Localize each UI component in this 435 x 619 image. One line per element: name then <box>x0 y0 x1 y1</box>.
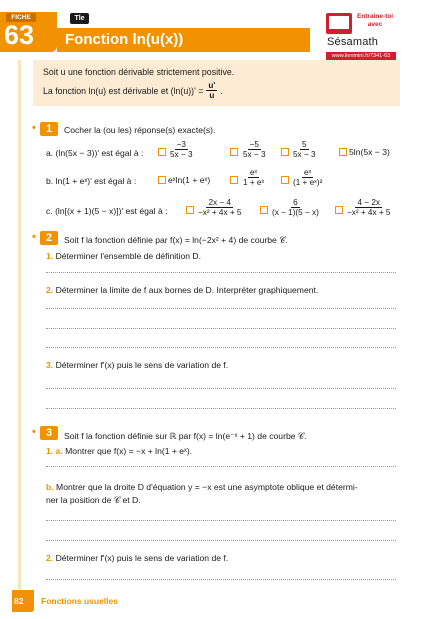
q2-text: Déterminer la limite de f aux bornes de D. Interpréter graphiquement. <box>55 285 319 295</box>
q2-number: 2. <box>46 553 54 563</box>
intro-formula-suffix: . <box>220 85 223 96</box>
answer-c1-num: 2x − 4 <box>208 198 231 207</box>
answer-c2-den: (x − 1)(5 − x) <box>272 208 319 217</box>
answer-line[interactable] <box>46 408 396 409</box>
answer-line[interactable] <box>46 540 396 541</box>
answer-a4: 5ln(5x − 3) <box>349 147 390 157</box>
answer-b1: eˣln(1 + eˣ) <box>168 175 211 185</box>
exercise-1-instruction: Cocher la (ou les) réponse(s) exacte(s). <box>64 125 216 135</box>
answer-b2-den: 1 + eˣ <box>243 178 265 187</box>
answer-a1-checkbox[interactable] <box>158 148 166 156</box>
answer-b2-checkbox[interactable] <box>230 176 238 184</box>
answer-b3 <box>291 168 324 187</box>
answer-a4-checkbox[interactable] <box>339 148 347 156</box>
q1b-text-line1: Montrer que la droite D d'équation y = −x est une asymptote oblique et détermi- <box>56 482 358 492</box>
answer-line[interactable] <box>46 347 396 348</box>
answer-b1-checkbox[interactable] <box>158 176 166 184</box>
answer-c3 <box>345 198 392 217</box>
answer-a3-checkbox[interactable] <box>281 148 289 156</box>
answer-a2-den: 5x − 3 <box>243 150 266 159</box>
exercise-1-number: 1 <box>40 122 58 136</box>
answer-c2 <box>270 198 321 217</box>
answer-b3-checkbox[interactable] <box>281 176 289 184</box>
answer-c2-num: 6 <box>293 198 298 207</box>
q1b-text-line2: ner la position de 𝒞 et D. <box>46 495 141 505</box>
answer-b2 <box>241 168 266 187</box>
answer-c2-checkbox[interactable] <box>260 206 268 214</box>
question-c-label: c. (ln[(x + 1)(5 − x)])' est égal à : <box>46 206 168 216</box>
question-a-label: a. (ln(5x − 3))' est égal à : <box>46 148 144 158</box>
exercise-3-q2 <box>46 553 228 563</box>
intro-formula-prefix: La fonction ln(u) est dérivable et (ln(u))' = <box>43 85 204 96</box>
answer-line[interactable] <box>46 466 396 467</box>
answer-a3-den: 5x − 3 <box>293 150 316 159</box>
intro-line-1: Soit u une fonction dérivable strictement positive. <box>43 67 235 77</box>
answer-c1-checkbox[interactable] <box>186 206 194 214</box>
brand-logo: Sésamath <box>327 36 379 48</box>
question-b-label: b. ln(1 + eˣ)' est égal à : <box>46 176 137 186</box>
answer-line[interactable] <box>46 579 396 580</box>
page-title: Fonction ln(u(x)) <box>65 31 184 48</box>
intro-line-2 <box>43 81 223 100</box>
answer-line[interactable] <box>46 308 396 309</box>
answer-c3-num: 4 − 2x <box>357 198 380 207</box>
answer-a2-checkbox[interactable] <box>230 148 238 156</box>
answer-line[interactable] <box>46 520 396 521</box>
difficulty-dot: • <box>32 231 36 243</box>
answer-a2-num: −5 <box>249 140 259 149</box>
answer-c3-checkbox[interactable] <box>335 206 343 214</box>
fiche-number: 63 <box>4 20 35 50</box>
answer-a1 <box>168 140 195 159</box>
q1-number: 1. <box>46 251 54 261</box>
answer-line[interactable] <box>46 272 396 273</box>
answer-line[interactable] <box>46 388 396 389</box>
exercise-3-number: 3 <box>40 426 58 440</box>
intro-formula-num: u' <box>208 81 216 90</box>
entraine-text: Entraîne-toi avec <box>356 13 394 28</box>
exercise-2-q2 <box>46 285 318 295</box>
q1-text: Déterminer l'ensemble de définition D. <box>55 251 201 261</box>
answer-a1-den: 5x − 3 <box>170 150 193 159</box>
brand-url-link[interactable]: www.lienmini.fr/7341-63 <box>326 52 396 60</box>
answer-c3-den: −x² + 4x + 5 <box>347 208 391 217</box>
monitor-screen <box>329 16 349 29</box>
q2-number: 2. <box>46 285 54 295</box>
answer-b2-num: eˣ <box>249 168 258 177</box>
exercise-2-q1 <box>46 251 201 261</box>
page-number: 82 <box>14 596 24 606</box>
exercise-2-statement: Soit f la fonction définie par f(x) = ln(−2x² + 4) de courbe 𝒞. <box>64 235 288 245</box>
fiche-label: FICHE <box>6 13 36 22</box>
exercise-2-q3 <box>46 360 228 370</box>
answer-a3 <box>291 140 318 159</box>
exercise-3-q1a <box>46 446 192 456</box>
q3-number: 3. <box>46 360 54 370</box>
level-badge: Tle <box>70 13 89 24</box>
answer-line[interactable] <box>46 328 396 329</box>
answer-b3-num: eˣ <box>304 168 312 177</box>
exercise-3-statement: Soit f la fonction définie sur ℝ par f(x) = ln(e⁻ˣ + 1) de courbe 𝒞. <box>64 431 307 441</box>
q1a-number: 1. a. <box>46 446 63 456</box>
difficulty-dot: • <box>32 426 36 438</box>
answer-a3-num: 5 <box>301 140 307 149</box>
q2-text: Déterminer f'(x) puis le sens de variation de f. <box>55 553 229 563</box>
side-accent-bar <box>18 60 21 590</box>
answer-b3-den: (1 + eˣ)² <box>293 178 323 187</box>
section-title: Fonctions usuelles <box>41 596 118 606</box>
intro-formula-fraction <box>206 81 217 100</box>
difficulty-dot: • <box>32 122 36 134</box>
q1a-text: Montrer que f(x) = −x + ln(1 + eˣ). <box>65 446 193 456</box>
exercise-2-number: 2 <box>40 231 58 245</box>
answer-c1 <box>196 198 243 217</box>
q3-text: Déterminer f'(x) puis le sens de variation de f. <box>55 360 229 370</box>
exercise-3-q1b <box>46 482 358 492</box>
q1b-number: b. <box>46 482 54 492</box>
answer-a1-num: −3 <box>176 140 186 149</box>
intro-formula-den: u <box>209 91 215 100</box>
answer-c1-den: −x² + 4x + 5 <box>198 208 242 217</box>
answer-a2 <box>241 140 268 159</box>
